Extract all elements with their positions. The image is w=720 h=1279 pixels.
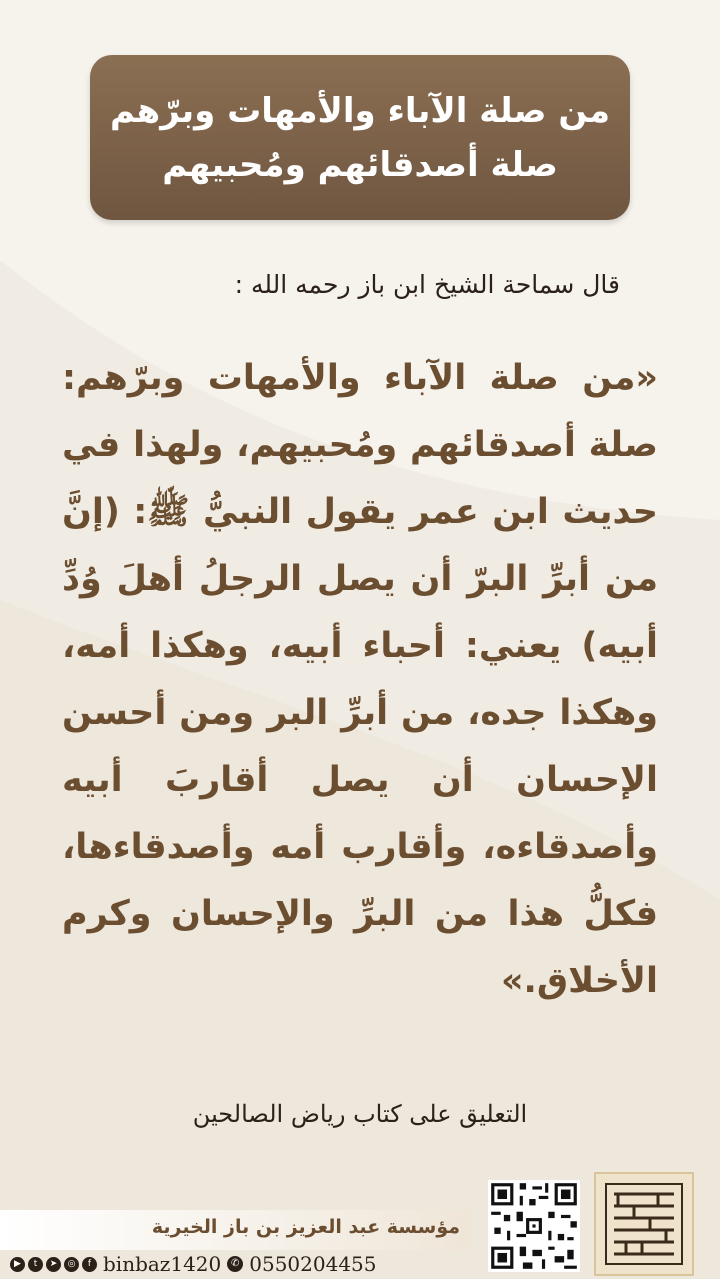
title-line-2: صلة أصدقائهم ومُحبيهم	[162, 144, 558, 185]
contact-row	[10, 1252, 480, 1276]
foundation-logo	[594, 1172, 694, 1276]
qr-code[interactable]	[488, 1180, 580, 1272]
quote-text: «من صلة الآباء والأمهات وبرّهم: صلة أصدقائهم ومُحبيهم، ولهذا في حديث ابن عمر يقول النبيُّ ﷺ: (إنَّ من أبرِّ البرّ أن يصل الرجلُ أهلَ وُدِّ أبيه) يعني: أحباء أبيه، وهكذا أمه، وهكذا جده، من أبرِّ البر ومن أحسن الإحسان أن يصل أقاربَ أبيه وأصدقاءه، وأقارب أمه وأصدقاءها، فكلُّ هذا من البرِّ والإحسان وكرم الأخلاق.»	[62, 358, 658, 1001]
facebook-icon[interactable]: f	[82, 1257, 97, 1272]
social-handle[interactable]: binbaz1420	[103, 1252, 222, 1276]
intro-text: قال سماحة الشيخ ابن باز رحمه الله :	[234, 270, 620, 299]
source-citation: التعليق على كتاب رياض الصالحين	[192, 1100, 528, 1128]
footer	[0, 1160, 720, 1279]
phone-number[interactable]: 0550204455	[249, 1252, 377, 1276]
foundation-name: مؤسسة عبد العزيز بن باز الخيرية	[151, 1216, 460, 1238]
instagram-icon[interactable]: ◎	[64, 1257, 79, 1272]
twitter-icon[interactable]: t	[28, 1257, 43, 1272]
telegram-icon[interactable]: ➤	[46, 1257, 61, 1272]
title-banner	[90, 55, 630, 220]
phone-icon: ✆	[227, 1256, 243, 1272]
youtube-icon[interactable]: ▶	[10, 1257, 25, 1272]
social-icons	[10, 1257, 97, 1272]
title-line-1: من صلة الآباء والأمهات وبرّهم	[109, 90, 611, 131]
